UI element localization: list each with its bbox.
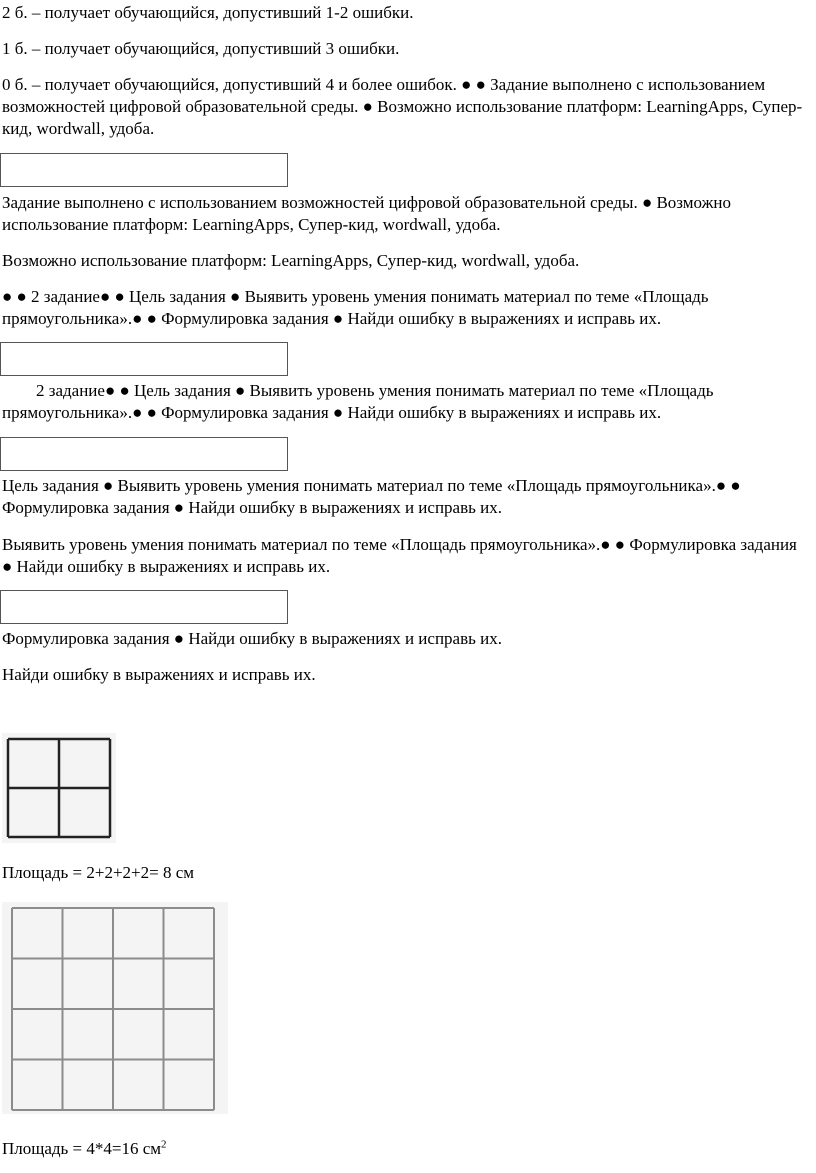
task-2-heading-full: ● ● 2 задание● ● Цель задания ● Выявить уровень умения понимать материал по теме «Площадь прямоугольника».● ● Формулировка задания ● Найди ошибку в выражениях и исправь их. bbox=[2, 287, 709, 328]
task-2-heading: 2 задание● ● Цель задания ● Выявить уровень умения понимать материал по теме «Площадь прямоугольника».● ● Формулировка задания ● Найди ошибку в выражениях и исправь их. bbox=[2, 381, 714, 422]
empty-frame-1 bbox=[0, 153, 288, 187]
task-goal: Цель задания ● Выявить уровень умения понимать материал по теме «Площадь прямоугольника».● ● Формулировка задания ● Найди ошибку в выражениях и исправь их. bbox=[2, 476, 741, 517]
grading-2-points: 2 б. – получает обучающийся, допустивший 1-2 ошибки. bbox=[2, 3, 414, 22]
small-square-grid bbox=[2, 733, 116, 843]
grading-1-point: 1 б. – получает обучающийся, допустивший 3 ошибки. bbox=[2, 39, 400, 58]
area-expression-2 bbox=[2, 1138, 808, 1160]
task-instruction: Найди ошибку в выражениях и исправь их. bbox=[2, 665, 316, 684]
digital-environment-note: Задание выполнено с использованием возможностей цифровой образовательной среды. ● Возможно использование платформ: LearningApps, Супер-кид, wordwall, удоба. bbox=[2, 193, 731, 234]
grading-0-points: 0 б. – получает обучающийся, допустивший 4 и более ошибок. ● ● Задание выполнено с использованием возможностей цифровой образовательной среды. ● Возможно использование платформ: LearningApps, Супер-кид, wordwall, удоба. bbox=[2, 75, 803, 138]
large-square-grid bbox=[2, 902, 228, 1114]
empty-frame-4 bbox=[0, 590, 288, 624]
task-goal-detail: Выявить уровень умения понимать материал по теме «Площадь прямоугольника».● ● Формулировка задания ● Найди ошибку в выражениях и исправь их. bbox=[2, 535, 797, 576]
square-superscript: 2 bbox=[161, 1138, 167, 1151]
task-formulation: Формулировка задания ● Найди ошибку в выражениях и исправь их. bbox=[2, 629, 502, 648]
platforms-note: Возможно использование платформ: LearningApps, Супер-кид, wordwall, удоба. bbox=[2, 251, 580, 270]
area-expression-2-text: Площадь = 4*4=16 см bbox=[2, 1139, 162, 1158]
area-expression-1: Площадь = 2+2+2+2= 8 см bbox=[2, 863, 195, 882]
empty-frame-2 bbox=[0, 342, 288, 376]
empty-frame-3 bbox=[0, 437, 288, 471]
